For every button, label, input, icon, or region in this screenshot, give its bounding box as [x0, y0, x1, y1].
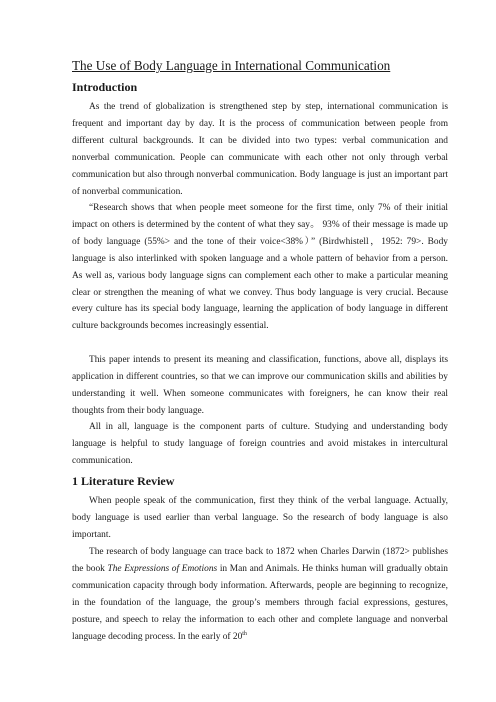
literature-paragraph-2-part1: The research of body language can trace back to 1872 when Charles Darwin (1872> publishes the book — [72, 547, 448, 574]
ordinal-superscript: th — [242, 630, 247, 637]
section-heading-introduction: Introduction — [72, 80, 138, 94]
book-title: The Expressions of Emotions — [107, 563, 218, 574]
section-heading-literature-review: 1 Literature Review — [72, 474, 175, 488]
intro-paragraph-2: “Research shows that when people meet someone for the first time, only 7% of their initial impact on others is determined by the content of what they say。 93% of their message is made up of body language (55%> and the tone of their voice<38%）” (Birdwhistell，1952: 79>. Body language is also interlinked with spoken language and a whole pattern of behavior from a person. As well as, various body language signs can complement each other to make a particular meaning clear or strengthen the meaning of what we convey. Thus body language is very crucial. Because every culture has its special body language, learning the application of body language in different culture backgrounds becomes increasingly essential. — [72, 203, 448, 332]
intro-paragraph-4: All in all, language is the component parts of culture. Studying and understanding body language is helpful to study language of foreign countries and avoid mistakes in intercultural communication. — [72, 422, 448, 466]
intro-paragraph-1: As the trend of globalization is strengthened step by step, international communication is frequent and important day by day. It is the process of communication between people from different cultural backgrounds. It can be divided into two types: verbal communication and nonverbal communication. People can communicate with each other not only through verbal communication but also through nonverbal communication. Body language is just an important part of nonverbal communication. — [72, 102, 448, 197]
document-title: The Use of Body Language in International Communication — [72, 58, 391, 73]
intro-paragraph-3: This paper intends to present its meaning and classification, functions, above all, displays its application in different countries, so that we can improve our communication skills and abilities by understanding it well. When someone communicates with foreigners, he can know their real thoughts from their body language. — [72, 355, 448, 416]
literature-paragraph-2 — [72, 544, 448, 645]
literature-paragraph-2-part2: in Man and Animals. He thinks human will gradually obtain communication capacity through body information. Afterwards, people are beginning to recognize, in the foundation of the language, the group’s members through facial expressions, gestures, posture, and speech to relay the information to each other and complete language and nonverbal language decoding process. In the early of 20 — [72, 563, 448, 642]
literature-paragraph-1: When people speak of the communication, first they think of the verbal language. Actually, body language is used earlier than verbal language. So the research of body language is also important. — [72, 496, 448, 540]
